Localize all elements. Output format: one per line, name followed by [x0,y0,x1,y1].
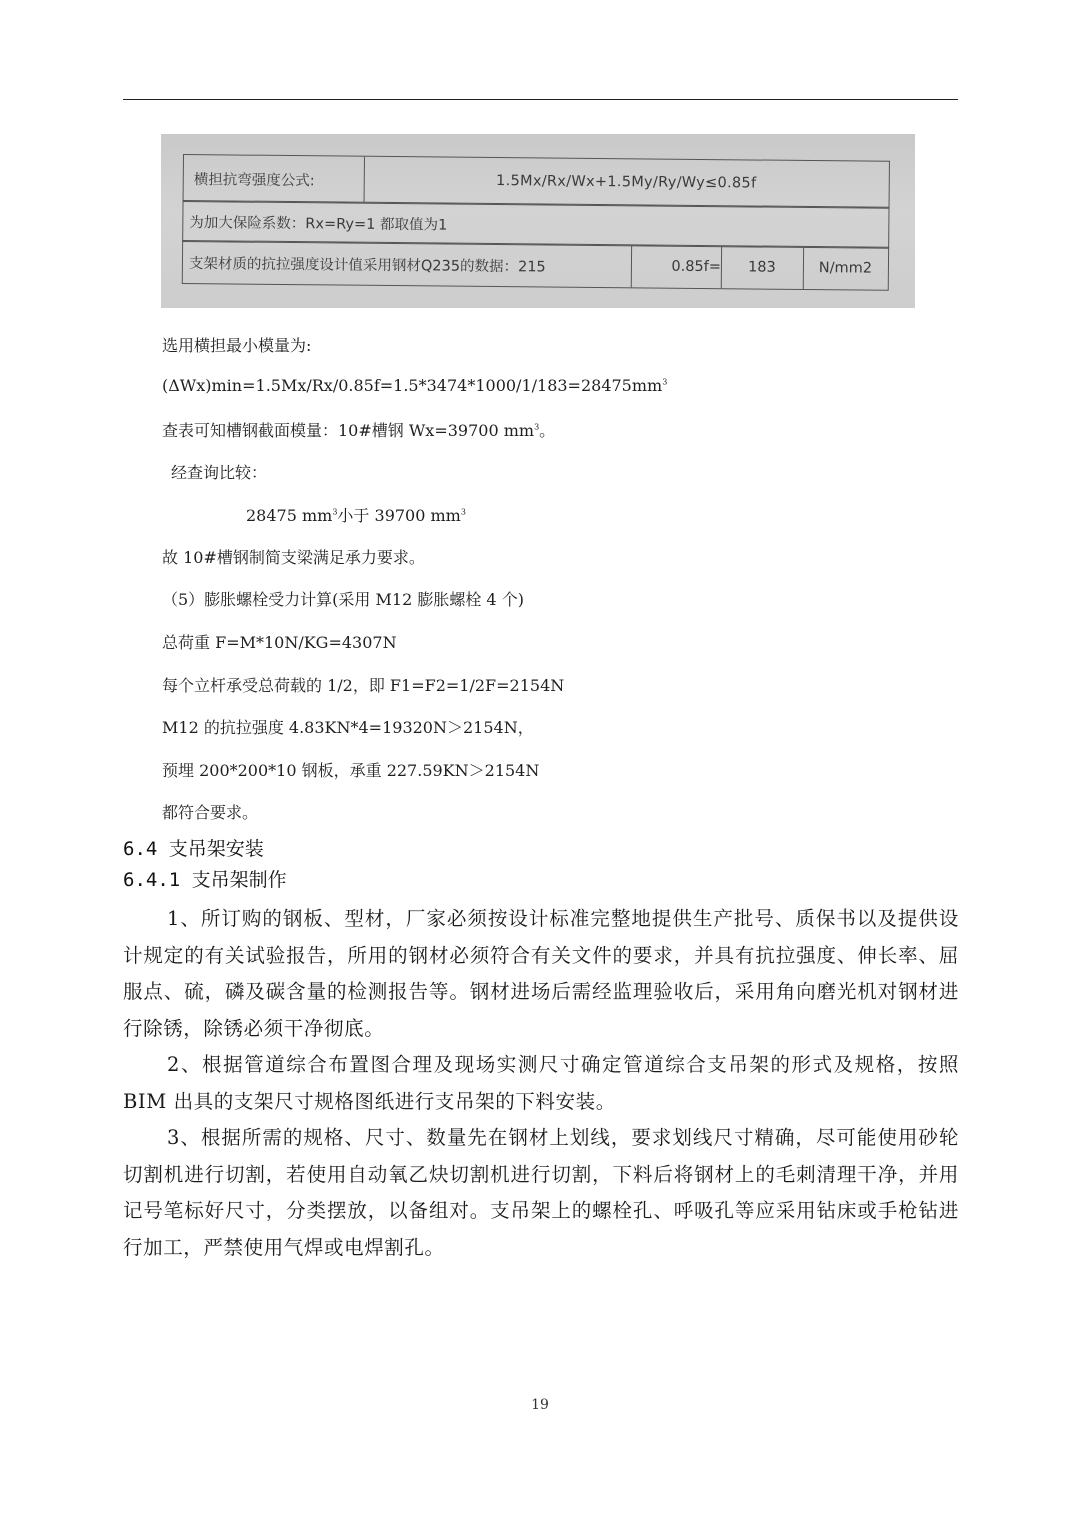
table-cell-text: 为加大保险系数：Rx=Ry=1 都取值为1 [189,214,448,234]
paragraph: 3、根据所需的规格、尺寸、数量先在钢材上划线，要求划线尺寸精确，尽可能使用砂轮切割机进行切割，若使用自动氧乙炔切割机进行切割，下料后将钢材上的毛刺清理干净，并用记号笔标好尺寸，分类摆放，以备组对。支吊架上的螺栓孔、呼吸孔等应采用钻床或手枪钻进行加工，严禁使用气焊或电焊割孔。 [123,1126,959,1259]
comparison-line [246,503,466,526]
line-text: 。 [539,421,556,440]
superscript: 3 [534,422,540,432]
line-text: 小于 39700 mm [337,506,461,525]
text-line: M12 的抗拉强度 4.83KN*4=19320N＞2154N， [162,718,534,737]
text-line: 选用横担最小模量为: [162,336,312,355]
text-line: 故 10#槽钢制简支梁满足承力要求。 [162,548,425,567]
table-cell-unit: N/mm2 [818,260,873,277]
section-heading: 6.4 支吊架安装 [123,838,264,860]
page-number: 19 [531,1397,549,1413]
formula-line [162,376,667,395]
text-line: （5）膨胀螺栓受力计算(采用 M12 膨胀螺栓 4 个) [162,590,524,609]
table-cell-formula: 1.5Mx/Rx/Wx+1.5My/Ry/Wy≤0.85f [496,173,757,192]
paragraph: 2、根据管道综合布置图合理及现场实测尺寸确定管道综合支吊架的形式及规格，按照 BIM 出具的支架尺寸规格图纸进行支吊架的下料安装。 [123,1053,959,1113]
table-cell-label: 横担抗弯强度公式: [193,171,315,189]
subsection-heading: 6.4.1 支吊架制作 [123,869,287,891]
table-row [182,240,889,291]
scanned-table-image [161,134,915,308]
text-line: 每个立杆承受总荷载的 1/2，即 F1=F2=1/2F=2154N [162,676,565,695]
text-line [162,418,555,441]
superscript: 3 [332,507,338,517]
table-cell-f: 0.85f= [671,258,722,276]
table-cell-value: 183 [748,259,776,276]
strength-table [182,154,890,293]
formula-text: (ΔWx)min=1.5Mx/Rx/0.85f=1.5*3474*1000/1/183=28475mm [162,376,663,395]
text-line: 经查询比较： [171,463,268,482]
table-cell-label: 支架材质的抗拉强度设计值采用钢材Q235的数据：215 [188,255,546,275]
text-line: 总荷重 F=M*10N/KG=4307N [162,633,397,652]
paragraph: 1、所订购的钢板、型材，厂家必须按设计标准完整地提供生产批号、质保书以及提供设计规定的有关试验报告，所用的钢材必须符合有关文件的要求，并具有抗拉强度、伸长率、屈服点、硫，磷及碳含量的检测报告等。钢材进场后需经监理验收后，采用角向磨光机对钢材进行除锈，除锈必须干净彻底。 [123,907,959,1040]
superscript: 3 [662,377,668,387]
superscript: 3 [460,507,466,517]
header-rule [123,99,958,100]
text-line: 都符合要求。 [162,803,259,822]
line-text: 28475 mm [246,506,333,525]
line-text: 查表可知槽钢截面模量：10#槽钢 Wx=39700 mm [162,421,535,440]
text-line: 预埋 200*200*10 钢板，承重 227.59KN＞2154N [162,761,540,780]
